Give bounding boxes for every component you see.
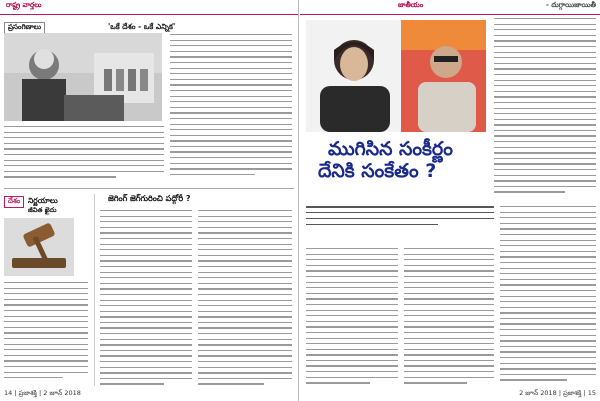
right-page xyxy=(300,0,600,401)
right-column-text xyxy=(494,18,596,198)
section-tag: ప్రసంగిణాలు xyxy=(4,22,45,34)
lead-text xyxy=(306,206,494,246)
headline-line-1: ముగిసిన సంకీర్ణం xyxy=(328,138,453,160)
article-text-col2 xyxy=(404,248,494,386)
column-divider xyxy=(94,194,95,386)
headline xyxy=(318,138,494,182)
article-text-col2 xyxy=(198,210,292,386)
headline-line-2: దేనికి సంకేతం ? xyxy=(318,160,437,182)
article-text-col1 xyxy=(306,248,398,386)
president-photo xyxy=(4,33,162,121)
article-heading: జెగింగ్ జెగ్‌గురించి పద్గోరీ ? xyxy=(108,194,191,203)
left-page-header: రాష్ట్ర వార్తలు xyxy=(6,1,42,9)
article-text-col3 xyxy=(500,206,596,386)
side-heading: నిర్ణయాలు xyxy=(28,196,58,205)
side-text xyxy=(4,282,88,384)
main-caption: 'ఒకే దేశం - ఒకే ఎన్నిక' xyxy=(108,22,176,31)
right-page-author: - దుగ్గాయిజాయితీ xyxy=(546,1,596,9)
article-text-col1 xyxy=(100,210,192,386)
left-page xyxy=(0,0,299,401)
right-page-header: జాతీయం xyxy=(398,1,424,9)
right-page-footer: 2 జూన్ 2018 | ప్రజాశక్తి | 15 xyxy=(519,389,596,397)
leaders-photo xyxy=(306,20,486,132)
header-rule xyxy=(0,14,298,15)
caption-text xyxy=(4,126,164,186)
left-page-footer: 14 | ప్రజాశక్తి | 2 జూన్ 2018 xyxy=(4,389,81,397)
gavel-photo xyxy=(4,218,74,276)
right-column-text xyxy=(170,34,292,184)
side-heading-tag: దేశం xyxy=(4,196,24,208)
header-rule-right xyxy=(300,14,600,15)
section-divider xyxy=(4,188,294,189)
side-subheading: జీవిత ఖైదు xyxy=(28,206,57,214)
